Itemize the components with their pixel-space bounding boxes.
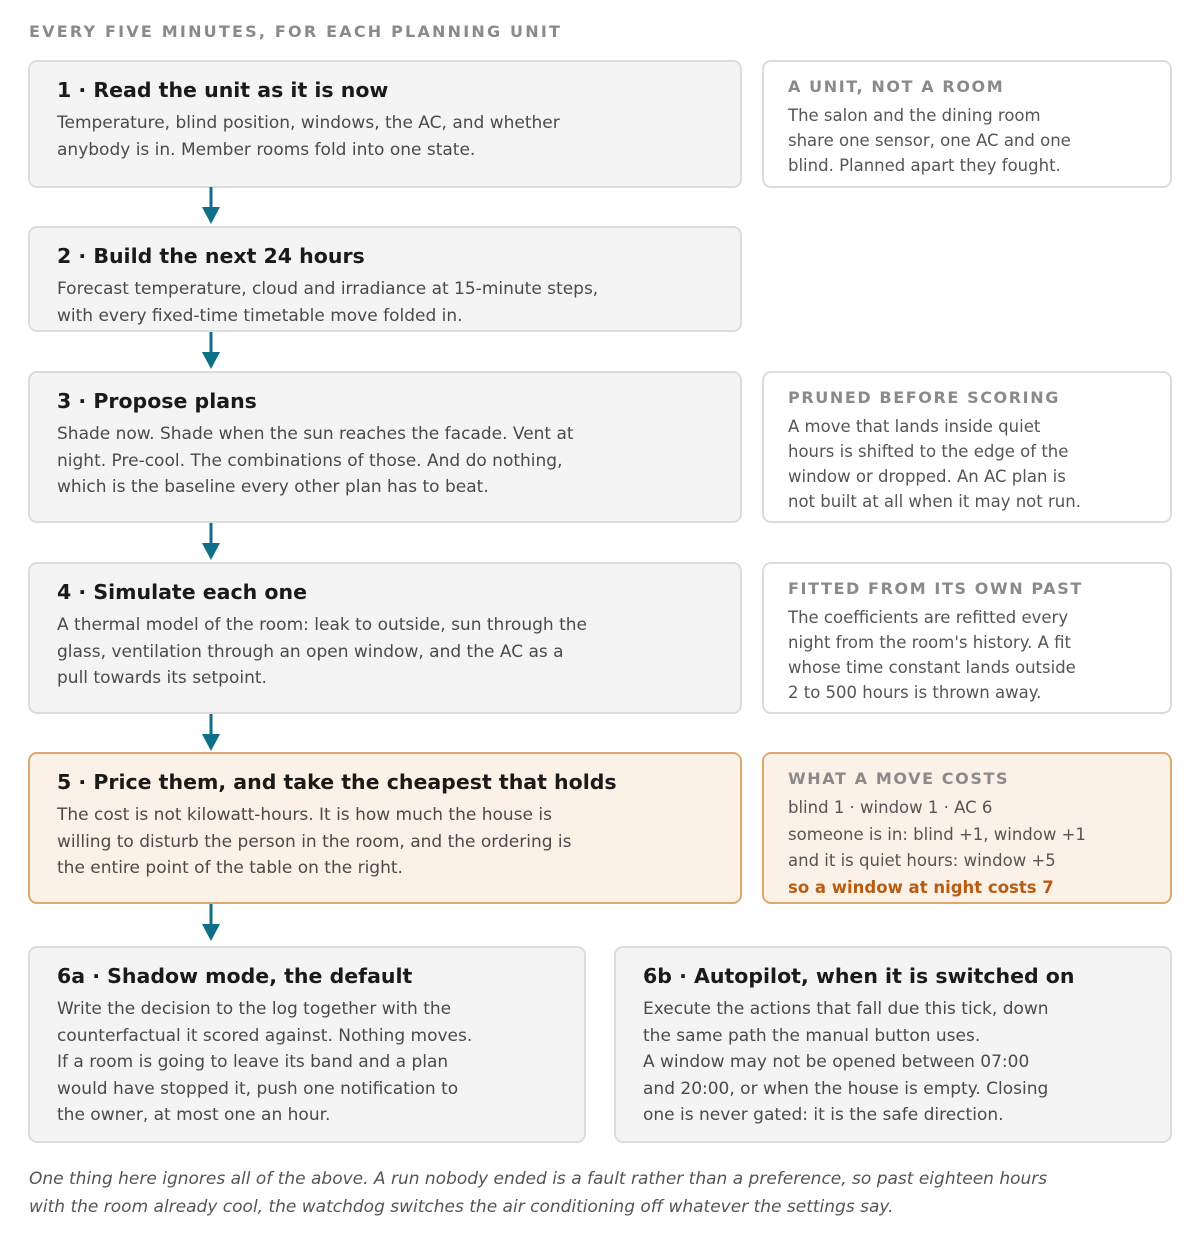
- note-3-title: FITTED FROM ITS OWN PAST: [788, 579, 1083, 598]
- note-what-a-move-costs: [762, 752, 1172, 904]
- step-5-body: The cost is not kilowatt-hours. It is how much the house is willing to disturb the person in the room, and the ordering is the entire point of the table on the right.: [57, 805, 572, 878]
- note-3-body: The coefficients are refitted every night from the room's history. A fit whose time constant lands outside 2 to 500 hours is thrown away.: [788, 608, 1076, 702]
- step-6a-title: 6a · Shadow mode, the default: [57, 964, 413, 988]
- step-4-body: A thermal model of the room: leak to outside, sun through the glass, ventilation through an open window, and the AC as a pull towards its setpoint.: [57, 615, 587, 688]
- note-4-title: WHAT A MOVE COSTS: [788, 769, 1010, 788]
- arrow-4-to-5: [200, 714, 222, 753]
- step-1-title: 1 · Read the unit as it is now: [57, 78, 389, 102]
- step-3-title: 3 · Propose plans: [57, 389, 257, 413]
- note-1-title: A UNIT, NOT A ROOM: [788, 77, 1005, 96]
- note-fitted-from-past: [762, 562, 1172, 714]
- step-5-title: 5 · Price them, and take the cheapest that holds: [57, 770, 617, 794]
- note-2-title: PRUNED BEFORE SCORING: [788, 388, 1060, 407]
- step-5-box: [28, 752, 742, 904]
- step-3-body: Shade now. Shade when the sun reaches the facade. Vent at night. Pre-cool. The combinations of those. And do nothing, which is the baseline every other plan has to beat.: [57, 424, 574, 497]
- arrow-1-to-2: [200, 187, 222, 226]
- note-unit-not-room: [762, 60, 1172, 188]
- note-pruned-before-scoring: [762, 371, 1172, 523]
- step-2-box: [28, 226, 742, 332]
- step-3-box: [28, 371, 742, 523]
- step-6b-title: 6b · Autopilot, when it is switched on: [643, 964, 1075, 988]
- arrow-5-to-6: [200, 904, 222, 943]
- step-6a-body: Write the decision to the log together with the counterfactual it scored against. Nothing moves. If a room is going to leave its band and a plan would have stopped it, push one notification to the owner, at most one an hour.: [57, 999, 473, 1125]
- step-6b-body: Execute the actions that fall due this tick, down the same path the manual button uses. A window may not be opened between 07:00 and 20:00, or when the house is empty. Closing one is never gated: it is the safe direction.: [643, 999, 1049, 1125]
- diagram-header: EVERY FIVE MINUTES, FOR EACH PLANNING UNIT: [29, 22, 563, 41]
- step-6b-box: [614, 946, 1172, 1143]
- step-4-title: 4 · Simulate each one: [57, 580, 307, 604]
- note-4-body: blind 1 · window 1 · AC 6 someone is in: blind +1, window +1 and it is quiet hours: window +5 so a window at night costs 7: [788, 795, 1148, 901]
- step-4-box: [28, 562, 742, 714]
- note-1-body: The salon and the dining room share one sensor, one AC and one blind. Planned apart they fought.: [788, 106, 1071, 175]
- step-1-box: [28, 60, 742, 188]
- arrow-2-to-3: [200, 332, 222, 371]
- step-1-body: Temperature, blind position, windows, the AC, and whether anybody is in. Member rooms fold into one state.: [57, 113, 560, 160]
- cost-result: so a window at night costs 7: [788, 877, 1054, 897]
- note-2-body: A move that lands inside quiet hours is shifted to the edge of the window or dropped. An AC plan is not built at all when it may not run.: [788, 417, 1081, 511]
- step-2-title: 2 · Build the next 24 hours: [57, 244, 365, 268]
- arrow-3-to-4: [200, 523, 222, 562]
- footer-note: One thing here ignores all of the above. A run nobody ended is a fault rather than a preference, so past eighteen hours with the room already cool, the watchdog switches the air conditioning off whatever the settings say.: [29, 1169, 1048, 1217]
- step-6a-box: [28, 946, 586, 1143]
- step-2-body: Forecast temperature, cloud and irradiance at 15-minute steps, with every fixed-time timetable move folded in.: [57, 279, 599, 326]
